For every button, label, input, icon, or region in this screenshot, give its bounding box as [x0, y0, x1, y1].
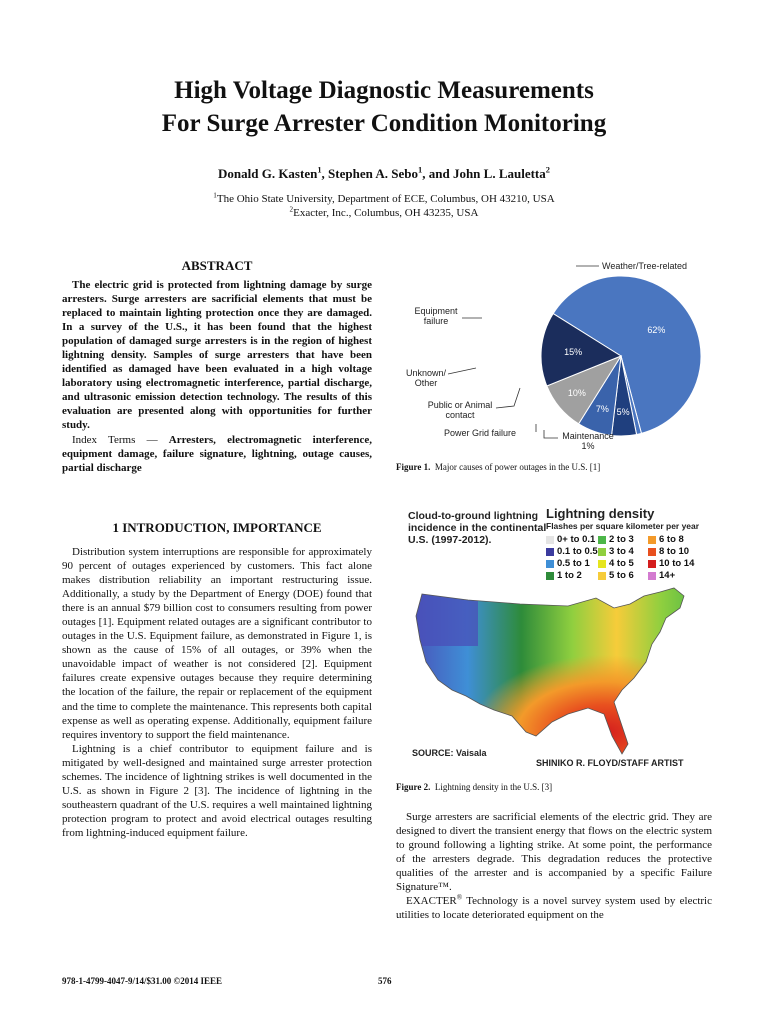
index-terms-list: Arresters, electromagnetic interference, equipment damage, failure signature, lightning, outage causes, partial discharge: [62, 433, 372, 474]
us-map: [408, 586, 706, 758]
figure-1-pie-chart: [396, 256, 712, 456]
legend-swatch: [546, 560, 554, 568]
figure-1-caption: [396, 462, 600, 472]
map-source: SOURCE: Vaisala: [412, 748, 487, 758]
index-terms-label: Index Terms —: [72, 433, 158, 446]
legend-item: [546, 570, 582, 581]
title-line-1: High Voltage Diagnostic Measurements: [174, 77, 594, 104]
pie-category-label: Maintenance 1%: [562, 431, 614, 451]
figure-2-caption: [396, 782, 552, 792]
map-heading-left: Cloud-to-ground lightning incidence in the continental U.S. (1997-2012).: [408, 510, 547, 546]
pie-percent-label: 62%: [647, 324, 666, 335]
author-affil-mark: 1: [317, 164, 322, 175]
section-heading-intro: 1 INTRODUCTION, IMPORTANCE: [112, 520, 322, 535]
legend-item: [648, 546, 689, 557]
legend-item: [546, 546, 598, 557]
legend-label: 1 to 2: [557, 570, 582, 581]
intro-paragraph-1: Distribution system interruptions are responsible for approximately 90 percent of outages experienced by customers. This fact alone makes distribution reliability an important restructuring issue. Additionally, a study by the Department of Energy (DOE) found that there is an annual $79 billion cost to consumers resulting from power outages [1]. Equipment related outages are a significant contributor to outages in the U.S. Equipment failure, as demonstrated in Figure 1, is shown as the cause of 15% of all outages, or 39% when the unavoidable impact of weather is not considered [2]. Equipment failures create expensive outages because they require determining the location of the failure, the repair or replacement of the equipment and the time to complete the maintenance. This represents both capital expense as well as operating expense. Additionally, equipment failure requires inventory to support the field maintenance.: [62, 546, 372, 741]
pie-category-label: Equipment failure: [414, 306, 458, 326]
legend-label: 10 to 14: [659, 558, 695, 569]
figure-2-label: Figure 2.: [396, 782, 431, 792]
affiliation: $^1$The Ohio State University, Department of ECE, Columbus, OH 43210, USA: [213, 191, 555, 205]
legend-swatch: [648, 572, 656, 580]
figure-2-caption-text: Lightning density in the U.S. [3]: [434, 782, 553, 792]
author-list: Donald G. Kasten$^1$, Stephen A. Sebo$^1$, and John L. Lauletta$^2$: [218, 164, 550, 181]
map-heading-right: Lightning density: [546, 506, 655, 521]
pie-leader-line: [448, 368, 476, 374]
intro-paragraph-2: Lightning is a chief contributor to equipment failure and is mitigated by well-designed and maintained surge arrester protection schemes. The incidence of lightning strikes is well documented in the U.S. as shown in Figure 2 [3]. The incidence of lightning in the southeastern quadrant of the U.S. requires a well maintained lightning protection program to protect and avoid electrical outages resulting from lightning-induced equipment failure.: [62, 742, 372, 839]
author-name: John L. Lauletta: [452, 166, 546, 181]
figure-1-label: Figure 1.: [396, 462, 431, 472]
legend-item: [546, 558, 590, 569]
legend-swatch: [546, 572, 554, 580]
pie-percent-label: 7%: [595, 403, 609, 414]
legend-swatch: [546, 536, 554, 544]
page-number: 576: [378, 976, 392, 986]
legend-label: 0.5 to 1: [557, 558, 590, 569]
author-affil-mark: 1: [418, 164, 423, 175]
author-name: Stephen A. Sebo: [328, 166, 418, 181]
legend-swatch: [648, 560, 656, 568]
pie-percent-label: 15%: [564, 346, 583, 357]
legend-swatch: [648, 536, 656, 544]
abstract-body: The electric grid is protected from lightning damage by surge arresters. Surge arresters are sacrificial elements that must be replaced to maintain lighting protection once they are damaged. In a survey of the U.S., it has been found that the highest population of damaged surge arresters is in the region of highest lightning density. Samples of surge arresters that have been identified as damaged have been evaluated in a high voltage laboratory using electromagnetic interference, partial discharge, and ultrasonic emission detection technology. The results of this evaluation are presented along with opportunities for further study.: [62, 279, 372, 432]
right-paragraph-2: EXACTER® Technology is a novel survey system used by electric utilities to locate deteriorated equipment on the: [396, 893, 712, 922]
legend-item: [598, 570, 634, 581]
abstract-heading: ABSTRACT: [181, 258, 253, 273]
pie-category-label: Unknown/ Other: [405, 368, 447, 388]
legend-label: 8 to 10: [659, 546, 690, 557]
legend-label: 14+: [659, 570, 676, 581]
legend-label: 5 to 6: [609, 570, 634, 581]
legend-swatch: [546, 548, 554, 556]
map-credit: SHINIKO R. FLOYD/STAFF ARTIST: [536, 758, 684, 768]
abstract: [62, 278, 372, 475]
pie-leader-line: [496, 388, 520, 408]
affiliations: [0, 192, 768, 220]
pie-category-label: Public or Animal contact: [427, 400, 493, 420]
legend-swatch: [598, 560, 606, 568]
intro-text: [62, 545, 372, 840]
legend-item: [648, 570, 675, 581]
title-line-2: For Surge Arrester Condition Monitoring: [161, 110, 607, 137]
right-column-text: [396, 810, 712, 922]
legend-swatch: [598, 572, 606, 580]
legend-item: [648, 558, 694, 569]
legend-label: 2 to 3: [609, 534, 634, 545]
legend-label: 4 to 5: [609, 558, 634, 569]
legend-label: 0+ to 0.1: [557, 534, 596, 545]
legend-item: [648, 534, 684, 545]
pie-leader-line: [544, 430, 558, 438]
pie-category-label: Power Grid failure: [444, 428, 517, 438]
legend-item: [598, 558, 634, 569]
legend-label: 3 to 4: [609, 546, 634, 557]
legend-label: 0.1 to 0.5: [557, 546, 598, 557]
right-paragraph-1: Surge arresters are sacrificial elements of the electric grid. They are designed to divert the transient energy that flows on the electric system to ground following a lighting strike. At some point, the performance of the arresters degrade. This degradation reduces the protective qualities of the arrester and is accompanied by a specific Failure Signature™.: [396, 811, 712, 894]
author-affil-mark: 2: [545, 164, 550, 175]
pie-percent-label: 5%: [616, 406, 630, 417]
legend-swatch: [598, 536, 606, 544]
legend-swatch: [648, 548, 656, 556]
map-subheading: Flashes per square kilometer per year: [546, 521, 700, 531]
affiliation: $^2$Exacter, Inc., Columbus, OH 43235, USA: [289, 205, 479, 219]
legend-swatch: [598, 548, 606, 556]
author-name: Donald G. Kasten: [218, 166, 318, 181]
isbn-footer: 978-1-4799-4047-9/14/$31.00 ©2014 IEEE: [62, 976, 222, 986]
pie-category-label: Weather/Tree-related: [602, 261, 688, 271]
index-terms: [62, 433, 372, 475]
legend-item: [598, 534, 634, 545]
figure-1-caption-text: Major causes of power outages in the U.S. [1]: [434, 462, 601, 472]
paper-title: [0, 74, 768, 140]
pie-percent-label: 10%: [567, 388, 586, 399]
legend-label: 6 to 8: [659, 534, 684, 545]
figure-2-lightning-map: [408, 506, 706, 778]
legend-item: [598, 546, 634, 557]
legend-item: [546, 534, 595, 545]
